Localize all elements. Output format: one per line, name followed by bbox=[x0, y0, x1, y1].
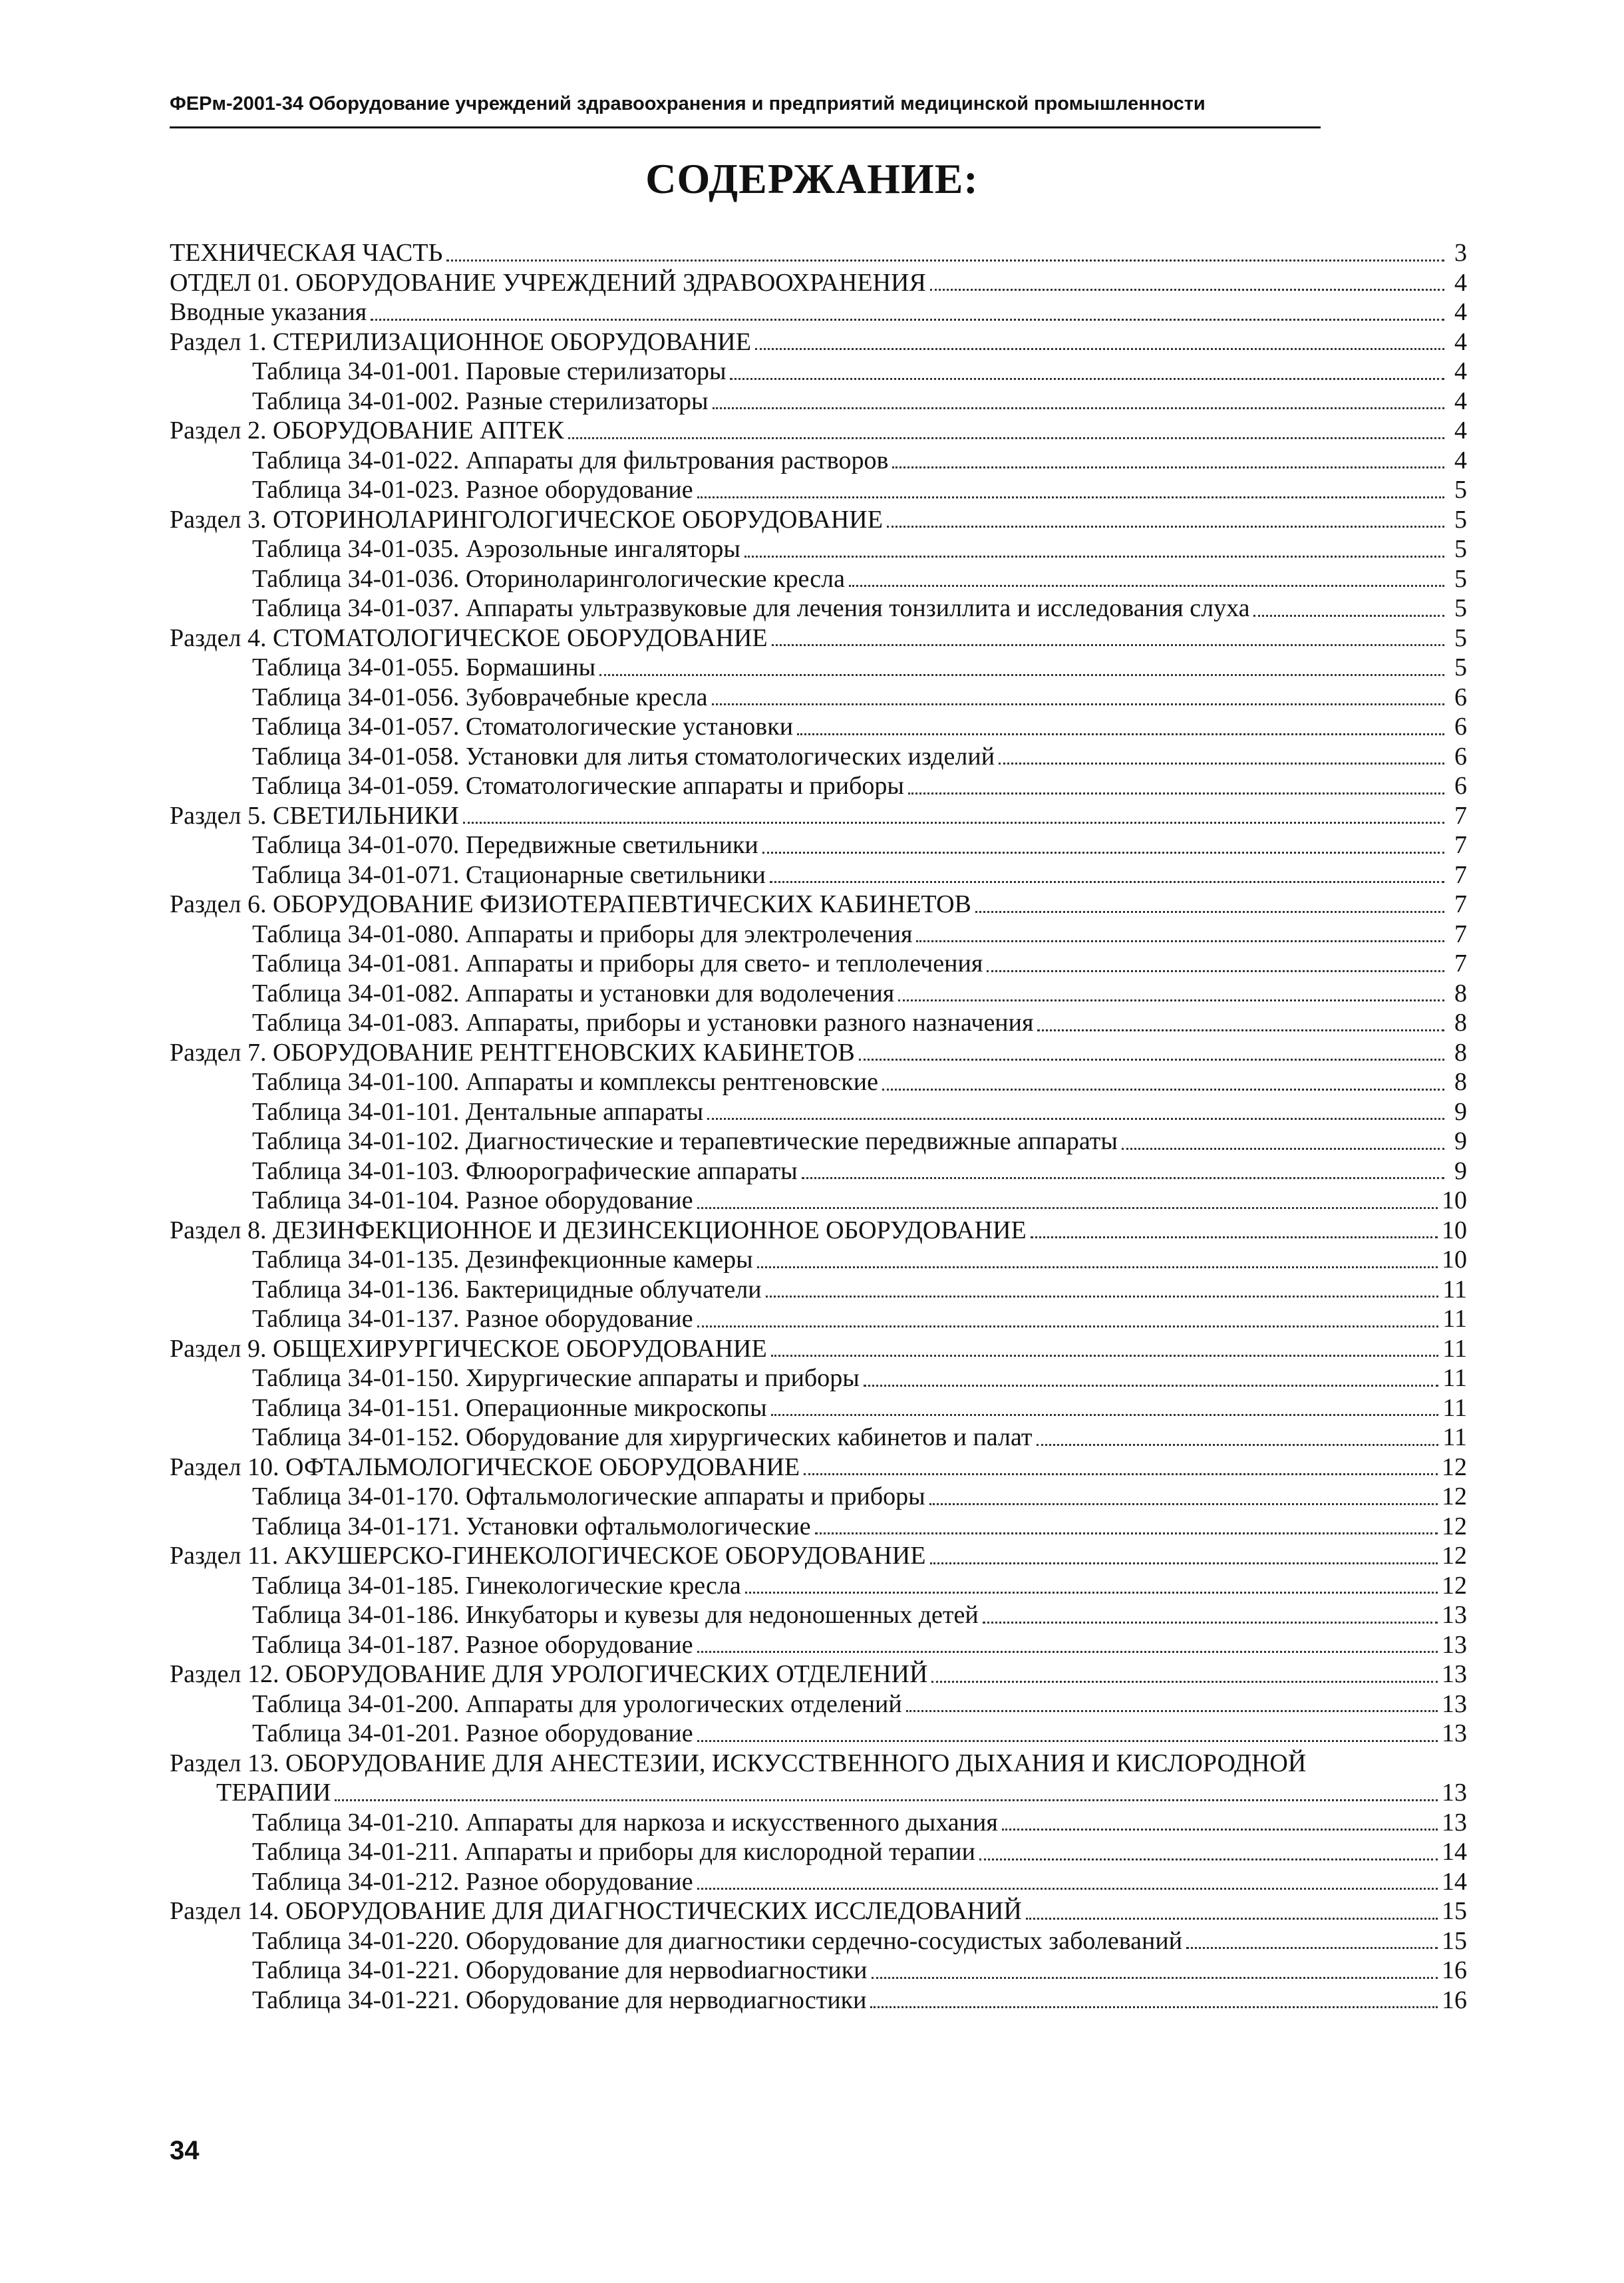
toc-entry-page: 10 bbox=[1442, 1186, 1467, 1214]
toc-entry-title: Таблица 34-01-059. Стоматологические аппараты и приборы bbox=[252, 772, 904, 800]
toc-entry-page: 9 bbox=[1454, 1156, 1467, 1185]
toc-entry-page: 3 bbox=[1454, 239, 1467, 267]
toc-entry-title: Таблица 34-01-070. Передвижные светильники bbox=[252, 831, 758, 859]
toc-entry-page: 6 bbox=[1454, 772, 1467, 800]
toc-entry-page: 12 bbox=[1442, 1453, 1467, 1481]
toc-table-entry[interactable] bbox=[170, 830, 1467, 860]
toc-entry-title: Таблица 34-01-036. Оториноларингологические кресла bbox=[252, 564, 845, 593]
toc-entry-title: Таблица 34-01-185. Гинекологические кресла bbox=[252, 1571, 741, 1600]
toc-table-entry[interactable] bbox=[170, 357, 1467, 387]
toc-entry-page: 11 bbox=[1442, 1423, 1467, 1451]
toc-dot-leader bbox=[1031, 1236, 1438, 1238]
toc-section-entry[interactable] bbox=[170, 1896, 1467, 1926]
toc-entry-page: 4 bbox=[1454, 298, 1467, 326]
toc-entry-page: 4 bbox=[1454, 357, 1467, 385]
toc-entry-title: Таблица 34-01-100. Аппараты и комплексы рентгеновские bbox=[252, 1068, 878, 1096]
toc-table-entry[interactable] bbox=[170, 1482, 1467, 1512]
toc-dot-leader bbox=[1253, 615, 1444, 617]
toc-dot-leader bbox=[975, 911, 1444, 913]
toc-entry-title: Таблица 34-01-200. Аппараты для урологических отделений bbox=[252, 1689, 902, 1718]
toc-dot-leader bbox=[929, 1503, 1438, 1505]
toc-dot-leader bbox=[1026, 1918, 1438, 1920]
toc-table-entry[interactable] bbox=[170, 920, 1467, 950]
toc-table-entry[interactable] bbox=[170, 1986, 1467, 2016]
toc-table-entry[interactable] bbox=[170, 653, 1467, 683]
toc-table-entry[interactable] bbox=[170, 475, 1467, 505]
toc-dot-leader bbox=[797, 733, 1444, 735]
toc-table-entry[interactable] bbox=[170, 534, 1467, 564]
toc-dot-leader bbox=[849, 585, 1444, 587]
toc-entry-page: 6 bbox=[1454, 713, 1467, 741]
toc-dot-leader bbox=[568, 437, 1444, 439]
toc-entry-page: 13 bbox=[1442, 1719, 1467, 1747]
toc-entry-page: 14 bbox=[1442, 1867, 1467, 1896]
toc-section-entry[interactable] bbox=[170, 1334, 1467, 1364]
toc-section-entry[interactable] bbox=[170, 801, 1467, 831]
toc-entry-title: Раздел 14. ОБОРУДОВАНИЕ ДЛЯ ДИАГНОСТИЧЕСКИХ ИССЛЕДОВАНИЙ bbox=[170, 1897, 1022, 1925]
toc-entry-page: 4 bbox=[1454, 268, 1467, 297]
toc-table-entry[interactable] bbox=[170, 1186, 1467, 1216]
toc-entry-title: Таблица 34-01-210. Аппараты для наркоза и искусственного дыхания bbox=[252, 1808, 998, 1837]
toc-entry-title: Таблица 34-01-058. Установки для литья стоматологических изделий bbox=[252, 742, 995, 771]
toc-table-entry[interactable] bbox=[170, 594, 1467, 623]
toc-entry-title: Таблица 34-01-137. Разное оборудование bbox=[252, 1305, 693, 1333]
toc-dot-leader bbox=[446, 260, 1444, 262]
toc-entry-page: 16 bbox=[1442, 1986, 1467, 2014]
toc-table-entry[interactable] bbox=[170, 1571, 1467, 1601]
toc-dot-leader bbox=[697, 1888, 1438, 1890]
toc-dot-leader bbox=[335, 1799, 1438, 1801]
toc-entry-title: Таблица 34-01-081. Аппараты и приборы для свето- и теплолечения bbox=[252, 950, 983, 977]
toc-entry-title: Таблица 34-01-037. Аппараты ультразвуковые для лечения тонзиллита и исследования слуха bbox=[252, 594, 1250, 622]
toc-section-entry[interactable] bbox=[170, 1660, 1467, 1689]
toc-entry-title: Таблица 34-01-170. Офтальмологические аппараты и приборы bbox=[252, 1483, 925, 1510]
toc-entry-title: Таблица 34-01-201. Разное оборудование bbox=[252, 1719, 693, 1747]
toc-entry-page: 7 bbox=[1454, 950, 1467, 977]
toc-entry-title: Таблица 34-01-001. Паровые стерилизаторы bbox=[252, 357, 727, 385]
toc-entry-page: 5 bbox=[1454, 623, 1467, 652]
page-title: СОДЕРЖАНИЕ: bbox=[645, 155, 979, 202]
toc-table-entry[interactable] bbox=[170, 1808, 1467, 1838]
toc-entry-page: 13 bbox=[1442, 1601, 1467, 1629]
toc-entry-title: ТЕХНИЧЕСКАЯ ЧАСТЬ bbox=[170, 239, 443, 267]
toc-entry-title: Раздел 4. СТОМАТОЛОГИЧЕСКОЕ ОБОРУДОВАНИЕ bbox=[170, 623, 768, 652]
toc-entry-title: Таблица 34-01-035. Аэрозольные ингаляторы bbox=[252, 535, 740, 563]
toc-dot-leader bbox=[987, 970, 1444, 972]
toc-dot-leader bbox=[757, 1266, 1438, 1268]
toc-entry-title: Таблица 34-01-171. Установки офтальмологические bbox=[252, 1512, 811, 1540]
toc-table-entry[interactable] bbox=[170, 1630, 1467, 1660]
toc-entry-title: ТЕРАПИИ bbox=[216, 1779, 331, 1807]
toc-table-entry[interactable] bbox=[170, 1956, 1467, 1986]
toc-entry-title: Таблица 34-01-082. Аппараты и установки для водолечения bbox=[252, 979, 895, 1007]
toc-entry-title: Раздел 1. СТЕРИЛИЗАЦИОННОЕ ОБОРУДОВАНИЕ bbox=[170, 327, 751, 356]
toc-entry-page: 7 bbox=[1454, 890, 1467, 918]
toc-entry-page: 10 bbox=[1442, 1216, 1467, 1244]
toc-dot-leader bbox=[1122, 1148, 1444, 1150]
toc-entry-title: Таблица 34-01-150. Хирургические аппараты и приборы bbox=[252, 1364, 860, 1392]
toc-entry-page: 4 bbox=[1454, 446, 1467, 474]
toc-entry-page: 15 bbox=[1442, 1897, 1467, 1925]
toc-entry-page: 13 bbox=[1442, 1660, 1467, 1688]
toc-dot-leader bbox=[1037, 1029, 1444, 1031]
toc-entry-title: Таблица 34-01-221. Оборудование для нерводиагностики bbox=[252, 1986, 867, 2014]
toc-entry-page: 11 bbox=[1442, 1393, 1467, 1422]
toc-table-entry[interactable] bbox=[170, 1097, 1467, 1127]
toc-entry-title: Таблица 34-01-002. Разные стерилизаторы bbox=[252, 387, 709, 415]
toc-section-entry[interactable] bbox=[170, 1453, 1467, 1483]
toc-entry-page: 7 bbox=[1454, 831, 1467, 859]
toc-dot-leader bbox=[1037, 1444, 1439, 1446]
toc-section-entry[interactable] bbox=[170, 1778, 1467, 1808]
toc-entry-page: 11 bbox=[1442, 1275, 1467, 1304]
toc-table-entry[interactable] bbox=[170, 979, 1467, 1009]
toc-section-entry[interactable] bbox=[170, 1038, 1467, 1068]
toc-entry-title: Раздел 12. ОБОРУДОВАНИЕ ДЛЯ УРОЛОГИЧЕСКИХ ОТДЕЛЕНИЙ bbox=[170, 1660, 928, 1688]
toc-table-entry[interactable] bbox=[170, 1275, 1467, 1305]
toc-dot-leader bbox=[908, 792, 1444, 794]
toc-entry-page: 4 bbox=[1454, 327, 1467, 356]
toc-entry-page: 7 bbox=[1454, 860, 1467, 889]
toc-dot-leader bbox=[906, 1710, 1438, 1712]
toc-entry-page: 9 bbox=[1454, 1127, 1467, 1155]
toc-entry-page: 8 bbox=[1454, 1038, 1467, 1067]
toc-entry-title: Раздел 6. ОБОРУДОВАНИЕ ФИЗИОТЕРАПЕВТИЧЕСКИХ КАБИНЕТОВ bbox=[170, 890, 971, 918]
toc-dot-leader bbox=[755, 348, 1444, 350]
toc-table-entry[interactable] bbox=[170, 771, 1467, 801]
toc-entry-page: 13 bbox=[1442, 1779, 1467, 1807]
toc-dot-leader bbox=[983, 1622, 1438, 1624]
toc-entry-title: Раздел 8. ДЕЗИНФЕКЦИОННОЕ И ДЕЗИНСЕКЦИОННОЕ ОБОРУДОВАНИЕ bbox=[170, 1216, 1027, 1244]
toc-entry-title: ОТДЕЛ 01. ОБОРУДОВАНИЕ УЧРЕЖДЕНИЙ ЗДРАВООХРАНЕНИЯ bbox=[170, 268, 926, 297]
toc-dot-leader bbox=[770, 881, 1444, 883]
toc-dot-leader bbox=[815, 1532, 1438, 1534]
toc-entry-title: Таблица 34-01-187. Разное оборудование bbox=[252, 1630, 693, 1659]
toc-dot-leader bbox=[802, 1177, 1444, 1179]
toc-dot-leader bbox=[1186, 1947, 1438, 1949]
toc-dot-leader bbox=[979, 1858, 1438, 1860]
toc-dot-leader bbox=[882, 1089, 1444, 1091]
toc-entry-page: 4 bbox=[1454, 417, 1467, 444]
toc-entry-title: Таблица 34-01-104. Разное оборудование bbox=[252, 1186, 693, 1214]
toc-dot-leader bbox=[892, 466, 1444, 468]
toc-entry-page: 7 bbox=[1454, 920, 1467, 948]
toc-dot-leader bbox=[930, 289, 1444, 291]
toc-entry-page: 11 bbox=[1442, 1364, 1467, 1392]
toc-entry-page: 16 bbox=[1442, 1956, 1467, 1984]
toc-entry-title: Таблица 34-01-080. Аппараты и приборы для электролечения bbox=[252, 920, 913, 948]
toc-table-entry[interactable] bbox=[170, 1156, 1467, 1186]
toc-dot-leader bbox=[599, 674, 1444, 676]
toc-entry-page: 5 bbox=[1454, 505, 1467, 534]
toc-dot-leader bbox=[864, 1385, 1439, 1387]
toc-section-entry[interactable] bbox=[170, 890, 1467, 920]
toc-section-entry[interactable] bbox=[170, 238, 1467, 268]
toc-table-entry[interactable] bbox=[170, 683, 1467, 713]
toc-entry-page: 8 bbox=[1454, 979, 1467, 1007]
toc-entry-page: 8 bbox=[1454, 1068, 1467, 1096]
toc-table-entry[interactable] bbox=[170, 1423, 1467, 1453]
toc-dot-leader bbox=[1002, 1829, 1438, 1831]
toc-table-entry[interactable] bbox=[170, 1008, 1467, 1038]
toc-entry-page: 11 bbox=[1442, 1334, 1467, 1363]
toc-entry-title: Таблица 34-01-221. Оборудование для нервodиагностики bbox=[252, 1956, 868, 1984]
toc-entry-title: Таблица 34-01-057. Стоматологические установки bbox=[252, 713, 794, 741]
toc-entry-page: 12 bbox=[1442, 1571, 1467, 1600]
toc-dot-leader bbox=[931, 1681, 1438, 1683]
toc-entry-title: Таблица 34-01-212. Разное оборудование bbox=[252, 1867, 693, 1896]
toc-entry-title: Таблица 34-01-071. Стационарные светильники bbox=[252, 860, 766, 889]
toc-dot-leader bbox=[730, 378, 1444, 380]
toc-table-entry[interactable] bbox=[170, 564, 1467, 594]
toc-dot-leader bbox=[771, 1414, 1439, 1416]
toc-entry-page: 6 bbox=[1454, 683, 1467, 711]
toc-dot-leader bbox=[697, 496, 1444, 498]
toc-section-entry[interactable] bbox=[170, 1216, 1467, 1246]
toc-table-entry[interactable] bbox=[170, 949, 1467, 979]
toc-entry-page: 5 bbox=[1454, 535, 1467, 563]
toc-entry-title: Таблица 34-01-055. Бормашины bbox=[252, 653, 596, 681]
toc-table-entry[interactable] bbox=[170, 1067, 1467, 1097]
toc-dot-leader bbox=[766, 1296, 1439, 1298]
toc-section-entry[interactable] bbox=[170, 1541, 1467, 1571]
toc-entry-title: Таблица 34-01-151. Операционные микроскопы bbox=[252, 1393, 767, 1422]
toc-table-entry[interactable] bbox=[170, 860, 1467, 890]
toc-entry-title: Раздел 13. ОБОРУДОВАНИЕ ДЛЯ АНЕСТЕЗИИ, ИСКУССТВЕННОГО ДЫХАНИЯ И КИСЛОРОДНОЙ bbox=[170, 1749, 1307, 1777]
toc-table-entry[interactable] bbox=[170, 712, 1467, 742]
toc-table-entry[interactable] bbox=[170, 1719, 1467, 1749]
toc-entry-title: Таблица 34-01-211. Аппараты и приборы для кислородной терапии bbox=[252, 1838, 975, 1866]
toc-table-entry[interactable] bbox=[170, 1393, 1467, 1423]
page-number: 34 bbox=[170, 2136, 200, 2165]
table-of-contents bbox=[170, 238, 1467, 2015]
toc-entry-title: Раздел 5. СВЕТИЛЬНИКИ bbox=[170, 801, 459, 830]
toc-table-entry[interactable] bbox=[170, 1600, 1467, 1630]
toc-dot-leader bbox=[887, 526, 1444, 528]
toc-entry-title: Таблица 34-01-136. Бактерицидные облучатели bbox=[252, 1275, 762, 1304]
toc-entry-page: 14 bbox=[1442, 1838, 1467, 1866]
toc-table-entry[interactable] bbox=[170, 1245, 1467, 1275]
toc-dot-leader bbox=[371, 319, 1444, 321]
toc-entry-page: 12 bbox=[1442, 1542, 1467, 1570]
toc-dot-leader bbox=[999, 763, 1444, 765]
toc-dot-leader bbox=[744, 556, 1444, 558]
toc-entry-title: Раздел 3. ОТОРИНОЛАРИНГОЛОГИЧЕСКОЕ ОБОРУДОВАНИЕ bbox=[170, 505, 883, 534]
toc-table-entry[interactable] bbox=[170, 1127, 1467, 1156]
toc-section-entry[interactable] bbox=[170, 327, 1467, 357]
toc-dot-leader bbox=[712, 703, 1444, 705]
toc-dot-leader bbox=[772, 644, 1444, 646]
toc-section-entry[interactable] bbox=[170, 416, 1467, 446]
toc-dot-leader bbox=[898, 999, 1444, 1001]
toc-entry-page: 5 bbox=[1454, 653, 1467, 681]
toc-entry-title: Таблица 34-01-220. Оборудование для диагностики сердечно-сосудистых заболеваний bbox=[252, 1926, 1183, 1955]
toc-entry-page: 10 bbox=[1442, 1246, 1467, 1274]
toc-entry-page: 6 bbox=[1454, 742, 1467, 771]
toc-dot-leader bbox=[697, 1740, 1438, 1742]
toc-entry-page: 13 bbox=[1442, 1689, 1467, 1718]
toc-entry-title: Раздел 10. ОФТАЛЬМОЛОГИЧЕСКОЕ ОБОРУДОВАНИЕ bbox=[170, 1453, 800, 1481]
toc-entry-title: Таблица 34-01-083. Аппараты, приборы и установки разного назначения bbox=[252, 1009, 1034, 1037]
toc-entry-title: Таблица 34-01-103. Флюорографические аппараты bbox=[252, 1156, 798, 1185]
toc-table-entry[interactable] bbox=[170, 1926, 1467, 1956]
toc-table-entry[interactable] bbox=[170, 1867, 1467, 1897]
toc-entry-page: 15 bbox=[1442, 1926, 1467, 1955]
header-divider bbox=[170, 126, 1321, 128]
toc-dot-leader bbox=[771, 1355, 1439, 1357]
toc-entry-page: 11 bbox=[1442, 1305, 1467, 1333]
toc-section-entry[interactable] bbox=[170, 268, 1467, 298]
toc-entry-title: Раздел 7. ОБОРУДОВАНИЕ РЕНТГЕНОВСКИХ КАБИНЕТОВ bbox=[170, 1038, 855, 1067]
toc-entry-title: Таблица 34-01-101. Дентальные аппараты bbox=[252, 1097, 704, 1126]
toc-entry-title: Таблица 34-01-023. Разное оборудование bbox=[252, 476, 693, 504]
toc-table-entry[interactable] bbox=[170, 742, 1467, 772]
toc-entry-title: Раздел 11. АКУШЕРСКО-ГИНЕКОЛОГИЧЕСКОЕ ОБОРУДОВАНИЕ bbox=[170, 1542, 926, 1570]
toc-dot-leader bbox=[870, 2006, 1438, 2008]
toc-table-entry[interactable] bbox=[170, 1363, 1467, 1393]
toc-entry-page: 5 bbox=[1454, 594, 1467, 622]
toc-entry-title: Вводные указания bbox=[170, 298, 367, 326]
toc-dot-leader bbox=[707, 1118, 1444, 1120]
toc-dot-leader bbox=[697, 1651, 1438, 1653]
toc-dot-leader bbox=[859, 1059, 1444, 1061]
toc-table-entry[interactable] bbox=[170, 387, 1467, 417]
toc-entry-page: 4 bbox=[1454, 387, 1467, 415]
toc-dot-leader bbox=[916, 940, 1444, 942]
toc-dot-leader bbox=[762, 852, 1444, 854]
toc-entry-page: 13 bbox=[1442, 1808, 1467, 1837]
toc-section-entry[interactable] bbox=[170, 623, 1467, 653]
toc-dot-leader bbox=[697, 1325, 1439, 1327]
toc-dot-leader bbox=[745, 1592, 1438, 1594]
toc-entry-title: Раздел 2. ОБОРУДОВАНИЕ АПТЕК bbox=[170, 417, 564, 444]
toc-table-entry[interactable] bbox=[170, 1837, 1467, 1867]
toc-entry-title: Таблица 34-01-135. Дезинфекционные камеры bbox=[252, 1246, 753, 1274]
toc-table-entry[interactable] bbox=[170, 446, 1467, 476]
toc-table-entry[interactable] bbox=[170, 1304, 1467, 1334]
running-header: ФЕРм-2001-34 Оборудование учреждений здравоохранения и предприятий медицинской промышленности bbox=[170, 93, 1206, 114]
toc-dot-leader bbox=[804, 1473, 1438, 1475]
toc-section-entry[interactable] bbox=[170, 505, 1467, 535]
toc-entry-title: Таблица 34-01-056. Зубоврачебные кресла bbox=[252, 683, 708, 711]
toc-dot-leader bbox=[872, 1977, 1438, 1979]
toc-table-entry[interactable] bbox=[170, 1512, 1467, 1542]
toc-entry-page: 9 bbox=[1454, 1097, 1467, 1126]
toc-section-entry[interactable] bbox=[170, 297, 1467, 327]
toc-entry-title: Раздел 9. ОБЩЕХИРУРГИЧЕСКОЕ ОБОРУДОВАНИЕ bbox=[170, 1334, 767, 1363]
toc-entry-title: Таблица 34-01-152. Оборудование для хирургических кабинетов и палат bbox=[252, 1423, 1033, 1451]
toc-table-entry[interactable] bbox=[170, 1689, 1467, 1719]
toc-entry-page: 12 bbox=[1442, 1512, 1467, 1540]
toc-entry-title: Таблица 34-01-186. Инкубаторы и кувезы для недоношенных детей bbox=[252, 1601, 979, 1629]
toc-entry-page: 12 bbox=[1442, 1483, 1467, 1510]
toc-entry-page: 13 bbox=[1442, 1630, 1467, 1659]
toc-entry-page: 7 bbox=[1454, 801, 1467, 830]
toc-section-entry[interactable] bbox=[170, 1749, 1467, 1779]
toc-entry-page: 8 bbox=[1454, 1009, 1467, 1037]
toc-entry-title: Таблица 34-01-102. Диагностические и терапевтические передвижные аппараты bbox=[252, 1127, 1118, 1155]
toc-dot-leader bbox=[463, 822, 1444, 824]
toc-dot-leader bbox=[930, 1562, 1438, 1564]
toc-entry-title: Таблица 34-01-022. Аппараты для фильтрования растворов bbox=[252, 446, 889, 474]
toc-dot-leader bbox=[697, 1207, 1438, 1209]
toc-dot-leader bbox=[713, 407, 1444, 409]
toc-entry-page: 5 bbox=[1454, 564, 1467, 593]
toc-entry-page: 5 bbox=[1454, 476, 1467, 504]
